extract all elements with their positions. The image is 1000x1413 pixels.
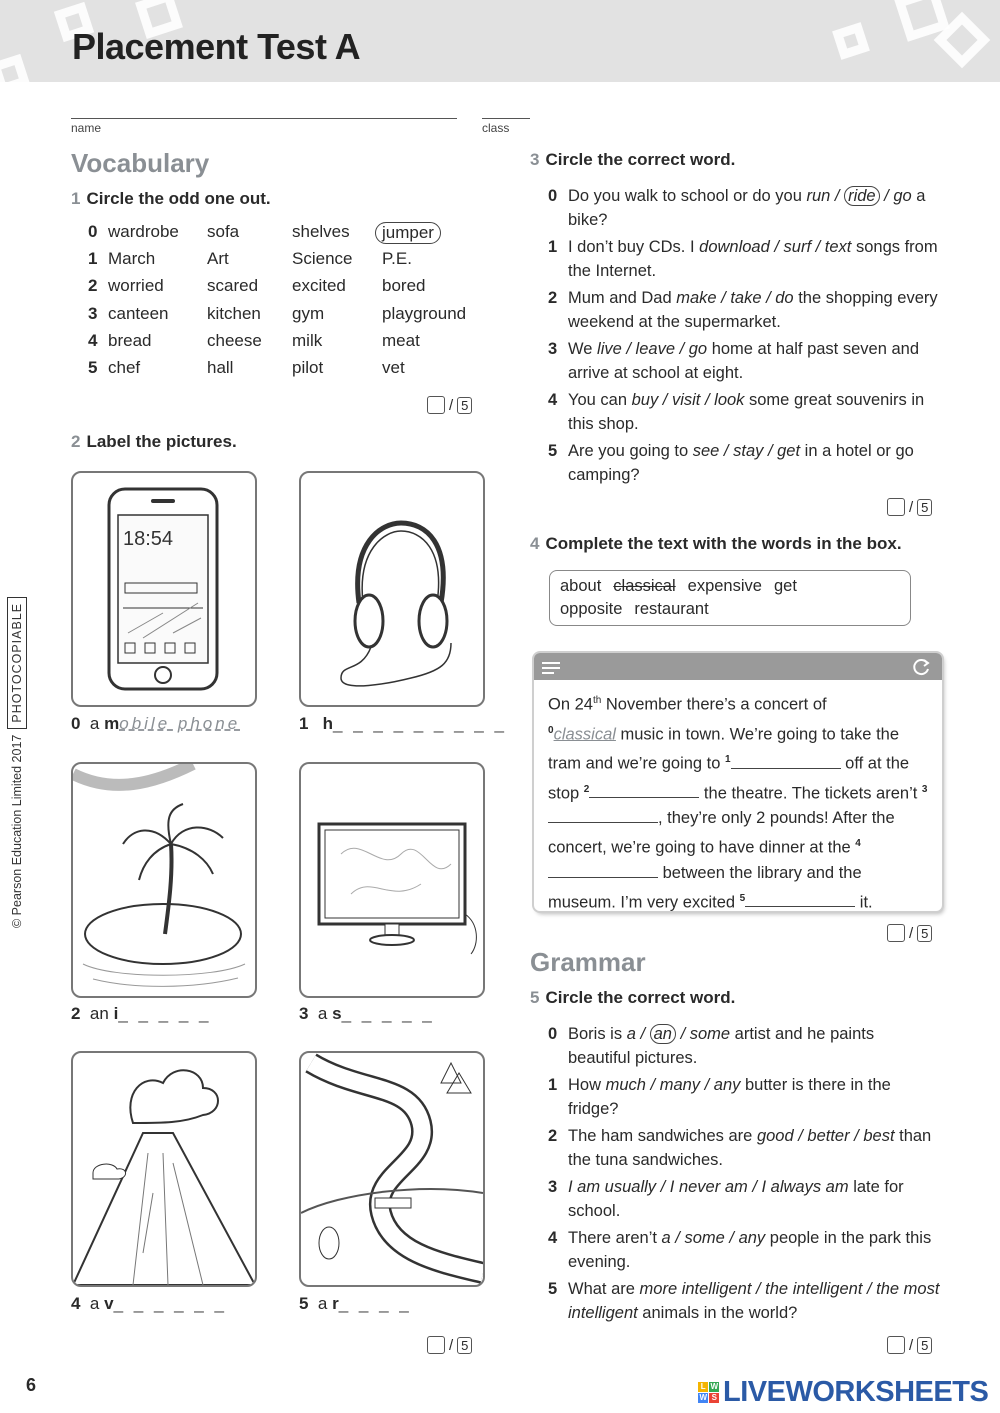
question-item: 2 The ham sandwiches are good / better / best than the tuna sandwiches. [548,1127,932,1169]
question-item: 2 Mum and Dad make / take / do the shopping every weekend at the supermarket. [548,289,938,331]
word-options[interactable]: good / better / best [756,1127,895,1145]
word-option[interactable]: gym [292,303,325,323]
item-number: 4 [88,330,98,350]
word-option[interactable]: canteen [108,303,169,323]
blank-3[interactable] [548,807,658,823]
word-options[interactable]: see / stay / get [692,442,801,460]
ex3-score[interactable]: / 5 [887,498,932,516]
item-number: 2 [88,276,98,296]
question-item: 0 Do you walk to school or do you run / ride / go a bike? [548,187,926,229]
word-option[interactable]: kitchen [207,303,261,323]
word-option[interactable]: shelves [292,222,350,241]
question-item: 1 I don’t buy CDs. I download / surf / text songs from the Internet. [548,238,938,280]
picture-river [299,1051,485,1287]
word-option[interactable]: March [108,249,156,269]
logo-mark-icon: L W W S [699,1382,718,1402]
item-number: 0 [88,222,98,241]
ex3-items [530,185,940,491]
word-options[interactable]: live / leave / go [597,340,708,358]
ex2-instruction: 2 Label the pictures. [71,432,237,451]
question-item: 3 I am usually / I never am / I always am late for school. [548,1178,904,1220]
question-item: 5 Are you going to see / stay / get in a hotel or go camping? [548,442,914,484]
picture-screen [299,762,485,998]
word-options[interactable]: a / some / any [661,1229,766,1247]
question-item: 3 We live / leave / go home at half past seven and arrive at school at eight. [548,340,919,382]
page-number: 6 [26,1375,37,1395]
word-option[interactable]: hall [207,357,234,377]
item-number: 3 [88,303,98,323]
screen-icon [301,764,483,996]
word-options[interactable]: a / an / some [626,1025,731,1043]
item-number: 5 [88,357,98,377]
word-option[interactable]: vet [382,357,405,377]
word-option[interactable]: chef [108,357,141,377]
picture-label-2[interactable]: 2 an i_ _ _ _ _ [71,1004,212,1023]
question-item: 1 How much / many / any butter is there in the fridge? [548,1076,891,1118]
word-option[interactable]: scared [207,276,259,296]
text-card [534,653,942,911]
word-box [549,570,911,626]
picture-island [71,762,257,998]
copyright-sidebar: © Pearson Education Limited 2017PHOTOCOPIABLE [10,597,24,928]
ex1-instruction: 1 Circle the odd one out. [71,189,271,208]
picture-label-5[interactable]: 5 a r_ _ _ _ [299,1294,412,1313]
word-option[interactable]: Science [292,249,353,269]
blank-1[interactable] [731,753,841,769]
word-options[interactable]: I am usually / I never am / I always am [568,1178,849,1196]
word-option[interactable]: P.E. [382,249,412,269]
word-classical: classical [613,577,676,595]
refresh-icon[interactable] [912,657,932,677]
item-number: 1 [88,249,98,269]
question-item: 0 Boris is a / an / some artist and he paints beautiful pictures. [548,1025,875,1067]
word-option[interactable]: excited [292,276,346,296]
river-icon [301,1053,483,1285]
word-option[interactable]: playground [382,303,467,323]
class-label: class [482,121,510,135]
ex5-score[interactable]: / 5 [887,1336,932,1354]
word-opposite: opposite [560,600,623,618]
vocabulary-heading: Vocabulary [71,148,210,178]
liveworksheets-logo[interactable]: L W W S LIVEWORKSHEETS [699,1376,989,1408]
word-option[interactable]: meat [382,330,420,350]
picture-label-1[interactable]: 1 h_ _ _ _ _ _ _ _ _ [299,714,507,733]
ex2-score[interactable]: / 5 [427,1336,472,1354]
volcano-icon [73,1053,255,1285]
picture-headphones [299,471,485,707]
blank-2[interactable] [589,782,699,798]
word-options[interactable]: buy / visit / look [631,391,745,409]
picture-label-3[interactable]: 3 a s_ _ _ _ _ [299,1004,435,1023]
headphones-icon [301,473,483,705]
mobile-phone-icon [73,473,255,705]
menu-icon[interactable] [540,658,564,678]
name-field[interactable] [71,118,457,119]
cloze-text: On 24th November there’s a concert of $^0$classical music in town. We’re going to take the tram and we’re going to $^1$ off at the stop $^2$ the theatre. The tickets aren’t $^3$, they’re only 2 pounds! After the concert, we’re going to have dinner at the $^4$ between the library and the museum. I’m very excited $^5$ it. [548,695,928,911]
answer-0: classical [553,725,616,743]
word-options[interactable]: download / surf / text [699,238,852,256]
blank-5[interactable] [745,891,855,907]
name-label: name [71,121,102,135]
ex4-score[interactable]: / 5 [887,924,932,942]
word-option[interactable]: milk [292,330,323,350]
svg-text:18:54: 18:54 [123,528,174,550]
word-option[interactable]: bread [108,330,152,350]
picture-volcano [71,1051,257,1287]
ex4-instruction: 4 Complete the text with the words in the box. [530,534,902,553]
word-option[interactable]: sofa [207,222,240,241]
grammar-heading: Grammar [530,947,646,977]
word-restaurant: restaurant [634,600,709,618]
word-options[interactable]: run / ride / go [806,187,912,205]
blank-4[interactable] [548,862,658,878]
page-title: Placement Test A [72,26,361,67]
word-options[interactable]: much / many / any [605,1076,741,1094]
word-about: about [560,577,602,595]
word-option[interactable]: worried [108,276,164,296]
question-item: 5 What are more intelligent / the intelligent / the most intelligent animals in the world? [548,1280,940,1322]
picture-label-4[interactable]: 4 a v_ _ _ _ _ _ [71,1294,227,1313]
word-options[interactable]: make / take / do [676,289,794,307]
word-option[interactable]: jumper [375,222,441,244]
word-option[interactable]: Art [207,249,229,269]
text-card-toolbar [534,653,942,680]
ex5-instruction: 5 Circle the correct word. [530,988,736,1007]
word-expensive: expensive [687,577,762,595]
word-option[interactable]: pilot [292,357,324,377]
picture-mobile-phone [71,471,257,707]
ex1-score[interactable]: / 5 [427,396,472,414]
ex3-instruction: 3 Circle the correct word. [530,150,736,169]
word-options[interactable]: more intelligent / the intelligent / the most intelligent [568,1280,940,1322]
word-get: get [773,577,797,595]
word-option[interactable]: bored [382,276,426,296]
ex5-items [530,1023,940,1329]
island-icon [73,764,255,996]
question-item: 4 There aren’t a / some / any people in the park this evening. [548,1229,932,1271]
picture-label-0[interactable]: 0 a mobile phone [71,714,241,733]
word-option[interactable]: wardrobe [108,222,179,241]
class-field[interactable] [482,118,530,119]
word-option[interactable]: cheese [207,330,262,350]
question-item: 4 You can buy / visit / look some great souvenirs in this shop. [548,391,925,433]
